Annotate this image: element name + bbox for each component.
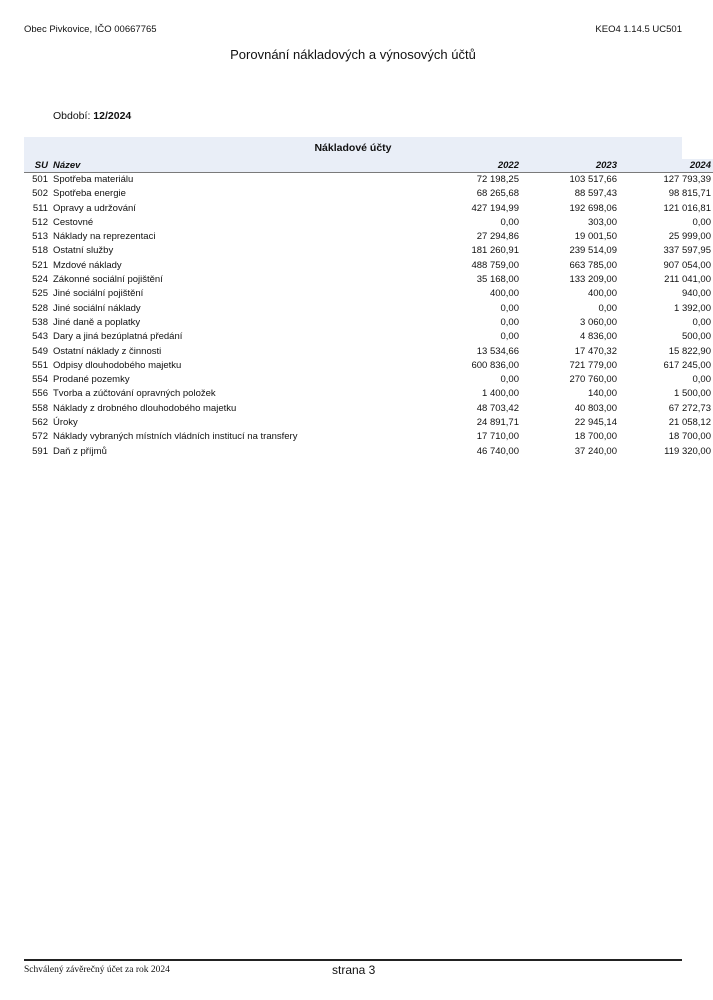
value-2023: 22 945,14 <box>574 417 617 429</box>
value-2022: 35 168,00 <box>476 274 519 286</box>
value-2024: 907 054,00 <box>663 259 711 271</box>
value-2024: 0,00 <box>692 316 711 328</box>
column-header-2022: 2022 <box>497 160 519 171</box>
table-row <box>24 359 713 373</box>
column-header-su: SU <box>34 160 48 171</box>
value-2022: 48 703,42 <box>476 402 519 414</box>
account-number: 591 <box>32 445 48 457</box>
account-name: Spotřeba energie <box>53 188 126 200</box>
account-name: Náklady na reprezentaci <box>53 231 156 243</box>
value-2024: 211 041,00 <box>664 274 711 286</box>
header-organization: Obec Pivkovice, IČO 00667765 <box>24 24 157 35</box>
value-2022: 17 710,00 <box>476 431 519 443</box>
value-2023: 270 760,00 <box>569 374 617 386</box>
table-row <box>24 387 713 401</box>
page-title: Porovnání nákladových a výnosových účtů <box>230 47 476 62</box>
value-2024: 18 700,00 <box>668 431 711 443</box>
value-2022: 181 260,91 <box>471 245 519 257</box>
value-2023: 239 514,09 <box>569 245 617 257</box>
table-body <box>24 173 713 459</box>
table-row <box>24 373 713 387</box>
account-number: 512 <box>32 216 48 228</box>
table-row <box>24 216 713 230</box>
value-2022: 24 891,71 <box>476 417 519 429</box>
account-name: Odpisy dlouhodobého majetku <box>53 359 182 371</box>
value-2022: 0,00 <box>500 316 519 328</box>
account-name: Dary a jiná bezúplatná předání <box>53 331 183 343</box>
account-number: 562 <box>32 417 48 429</box>
table-row <box>24 287 713 301</box>
table-row <box>24 430 713 444</box>
value-2023: 3 060,00 <box>580 316 617 328</box>
table-row <box>24 402 713 416</box>
account-name: Jiné sociální pojištění <box>53 288 144 300</box>
value-2022: 27 294,86 <box>476 231 519 243</box>
account-name: Prodané pozemky <box>53 374 130 386</box>
value-2023: 88 597,43 <box>574 188 617 200</box>
table-row <box>24 202 713 216</box>
value-2024: 0,00 <box>692 374 711 386</box>
value-2023: 303,00 <box>587 216 617 228</box>
account-name: Úroky <box>53 417 78 429</box>
table-row <box>24 316 713 330</box>
value-2022: 488 759,00 <box>471 259 519 271</box>
account-number: 556 <box>32 388 48 400</box>
page-number: strana 3 <box>332 963 376 977</box>
account-number: 554 <box>32 374 48 386</box>
account-name: Náklady vybraných místních vládních institucí na transfery <box>53 431 298 443</box>
value-2023: 37 240,00 <box>574 445 617 457</box>
value-2022: 0,00 <box>500 374 519 386</box>
header-report-code: KEO4 1.14.5 UC501 <box>595 24 682 35</box>
value-2023: 4 836,00 <box>580 331 617 343</box>
value-2023: 17 470,32 <box>574 345 617 357</box>
value-2023: 103 517,66 <box>569 174 617 185</box>
cost-accounts-table <box>24 159 713 459</box>
account-number: 511 <box>32 202 48 214</box>
account-number: 558 <box>32 402 48 414</box>
value-2024: 1 500,00 <box>674 388 711 400</box>
period-label: Období: <box>53 110 91 122</box>
account-number: 528 <box>32 302 48 314</box>
account-number: 524 <box>32 274 48 286</box>
value-2024: 98 815,71 <box>668 188 711 200</box>
table-row <box>24 302 713 316</box>
table-row <box>24 416 713 430</box>
account-name: Tvorba a zúčtování opravných položek <box>53 388 216 400</box>
value-2022: 72 198,25 <box>476 174 519 185</box>
account-name: Jiné sociální náklady <box>53 302 141 314</box>
account-name: Opravy a udržování <box>53 202 136 214</box>
value-2024: 0,00 <box>692 216 711 228</box>
value-2023: 40 803,00 <box>574 402 617 414</box>
value-2024: 67 272,73 <box>668 402 711 414</box>
column-header-2023: 2023 <box>595 160 617 171</box>
account-number: 501 <box>32 174 48 185</box>
value-2022: 600 836,00 <box>471 359 519 371</box>
value-2023: 0,00 <box>598 302 617 314</box>
value-2023: 133 209,00 <box>569 274 617 286</box>
value-2023: 192 698,06 <box>569 202 617 214</box>
period-line <box>53 110 131 122</box>
account-name: Daň z příjmů <box>53 445 107 457</box>
value-2024: 127 793,39 <box>663 174 711 185</box>
footer-rule <box>24 959 682 961</box>
value-2022: 0,00 <box>500 331 519 343</box>
value-2024: 500,00 <box>681 331 711 343</box>
value-2022: 68 265,68 <box>476 188 519 200</box>
table-row <box>24 230 713 244</box>
table-row <box>24 330 713 344</box>
value-2022: 0,00 <box>500 302 519 314</box>
value-2023: 18 700,00 <box>574 431 617 443</box>
account-name: Náklady z drobného dlouhodobého majetku <box>53 402 237 414</box>
account-number: 549 <box>32 345 48 357</box>
value-2023: 721 779,00 <box>569 359 617 371</box>
account-name: Ostatní služby <box>53 245 114 257</box>
value-2022: 400,00 <box>489 288 519 300</box>
cost-accounts-table-wrap <box>24 137 711 459</box>
value-2024: 337 597,95 <box>663 245 711 257</box>
table-row <box>24 244 713 258</box>
account-number: 572 <box>32 431 48 443</box>
account-name: Cestovné <box>53 216 94 228</box>
account-number: 525 <box>32 288 48 300</box>
value-2024: 119 320,00 <box>664 445 711 457</box>
section-title: Nákladové účty <box>24 137 682 159</box>
account-number: 518 <box>32 245 48 257</box>
value-2022: 0,00 <box>500 216 519 228</box>
account-number: 513 <box>32 231 48 243</box>
value-2022: 46 740,00 <box>476 445 519 457</box>
footer-document-name: Schválený závěrečný účet za rok 2024 <box>24 965 170 975</box>
table-row <box>24 345 713 359</box>
value-2024: 121 016,81 <box>663 202 711 214</box>
value-2022: 1 400,00 <box>482 388 519 400</box>
value-2024: 15 822,90 <box>668 345 711 357</box>
value-2023: 400,00 <box>587 288 617 300</box>
column-header-2024: 2024 <box>689 160 711 171</box>
value-2024: 1 392,00 <box>674 302 711 314</box>
table-row <box>24 173 713 188</box>
value-2023: 663 785,00 <box>569 259 617 271</box>
table-row <box>24 259 713 273</box>
value-2022: 427 194,99 <box>471 202 519 214</box>
account-name: Ostatní náklady z činnosti <box>53 345 162 357</box>
value-2023: 19 001,50 <box>574 231 617 243</box>
value-2024: 21 058,12 <box>668 417 711 429</box>
account-number: 502 <box>32 188 48 200</box>
value-2024: 940,00 <box>681 288 711 300</box>
table-header-row <box>24 159 713 173</box>
account-name: Spotřeba materiálu <box>53 174 134 185</box>
account-number: 543 <box>32 331 48 343</box>
account-name: Mzdové náklady <box>53 259 122 271</box>
value-2024: 617 245,00 <box>663 359 711 371</box>
value-2022: 13 534,66 <box>476 345 519 357</box>
account-name: Jiné daně a poplatky <box>53 316 141 328</box>
period-value: 12/2024 <box>93 110 132 122</box>
account-number: 521 <box>32 259 48 271</box>
table-row <box>24 187 713 201</box>
table-row <box>24 273 713 287</box>
account-number: 538 <box>32 316 48 328</box>
value-2023: 140,00 <box>587 388 617 400</box>
account-number: 551 <box>32 359 48 371</box>
value-2024: 25 999,00 <box>668 231 711 243</box>
column-header-name: Název <box>53 160 81 171</box>
table-row <box>24 445 713 459</box>
account-name: Zákonné sociální pojištění <box>53 274 163 286</box>
